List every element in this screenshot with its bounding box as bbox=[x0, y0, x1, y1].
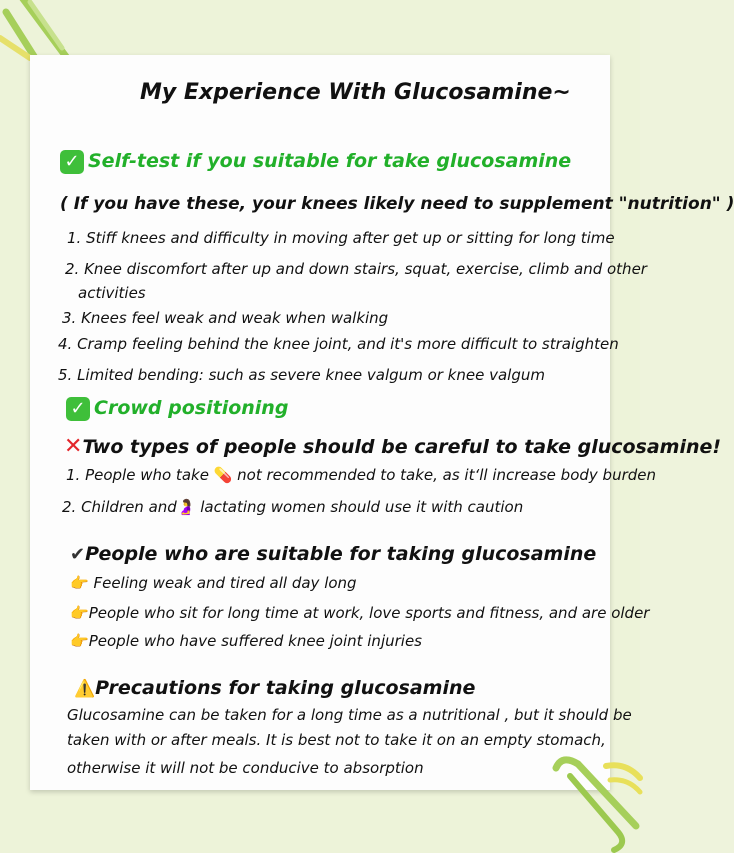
check-mark-icon: ✔ bbox=[70, 544, 86, 565]
precautions-line: Glucosamine can be taken for a long time as a nutritional , but it should be bbox=[67, 706, 632, 724]
careful-item-text: not recommended to take, as it‘ll increase body burden bbox=[232, 466, 656, 484]
pointing-hand-icon: 👉 bbox=[70, 604, 89, 622]
suitable-heading bbox=[70, 543, 596, 565]
pill-icon: 💊 bbox=[213, 466, 233, 484]
suitable-item-text: Feeling weak and tired all day long bbox=[93, 574, 357, 592]
suitable-heading-text: People who are suitable for taking glucosamine bbox=[85, 543, 597, 565]
careful-item-text: 1. People who take bbox=[66, 466, 214, 484]
pregnant-woman-icon: 🤰 bbox=[176, 498, 196, 516]
warning-icon: ⚠️ bbox=[74, 679, 96, 699]
list-item: 4. Cramp feeling behind the knee joint, and it's more difficult to straighten bbox=[58, 335, 619, 353]
check-box-icon: ✓ bbox=[60, 150, 84, 174]
list-item: 5. Limited bending: such as severe knee valgum or knee valgum bbox=[58, 366, 545, 384]
self-test-subheading: ( If you have these, your knees likely need to supplement "nutrition" ) bbox=[60, 194, 734, 214]
careful-item-text: 2. Children and bbox=[62, 498, 177, 516]
self-test-heading bbox=[60, 150, 571, 174]
list-item bbox=[70, 574, 357, 592]
careful-heading-text: Two types of people should be careful to take glucosamine! bbox=[82, 436, 722, 458]
list-item bbox=[70, 632, 422, 650]
precautions-line: taken with or after meals. It is best not to take it on an empty stomach, bbox=[67, 731, 606, 749]
list-item bbox=[62, 498, 523, 516]
pointing-hand-icon: 👉 bbox=[70, 632, 89, 650]
careful-heading bbox=[64, 434, 721, 459]
suitable-item-text: People who sit for long time at work, love sports and fitness, and are older bbox=[88, 604, 650, 622]
suitable-item-text: People who have suffered knee joint injuries bbox=[88, 632, 422, 650]
list-item: 3. Knees feel weak and weak when walking bbox=[62, 309, 389, 327]
list-item: activities bbox=[78, 284, 146, 302]
crowd-heading-text: Crowd positioning bbox=[94, 397, 289, 419]
crowd-heading bbox=[66, 397, 288, 421]
precautions-line: otherwise it will not be conducive to absorption bbox=[67, 759, 424, 777]
list-item: 2. Knee discomfort after up and down stairs, squat, exercise, climb and other bbox=[65, 260, 647, 278]
pointing-hand-icon: 👉 bbox=[70, 574, 89, 592]
red-cross-icon: ✕ bbox=[64, 434, 83, 459]
precautions-heading bbox=[74, 677, 475, 699]
list-item: 1. Stiff knees and difficulty in moving after get up or sitting for long time bbox=[67, 229, 615, 247]
paperclip-icon bbox=[548, 748, 640, 853]
self-test-heading-text: Self-test if you suitable for take glucosamine bbox=[88, 150, 572, 172]
check-box-icon: ✓ bbox=[66, 397, 90, 421]
precautions-heading-text: Precautions for taking glucosamine bbox=[95, 677, 476, 699]
list-item bbox=[70, 604, 649, 622]
page-title: My Experience With Glucosamine~ bbox=[140, 80, 571, 105]
careful-item-text: lactating women should use it with caution bbox=[195, 498, 524, 516]
list-item bbox=[66, 466, 656, 484]
